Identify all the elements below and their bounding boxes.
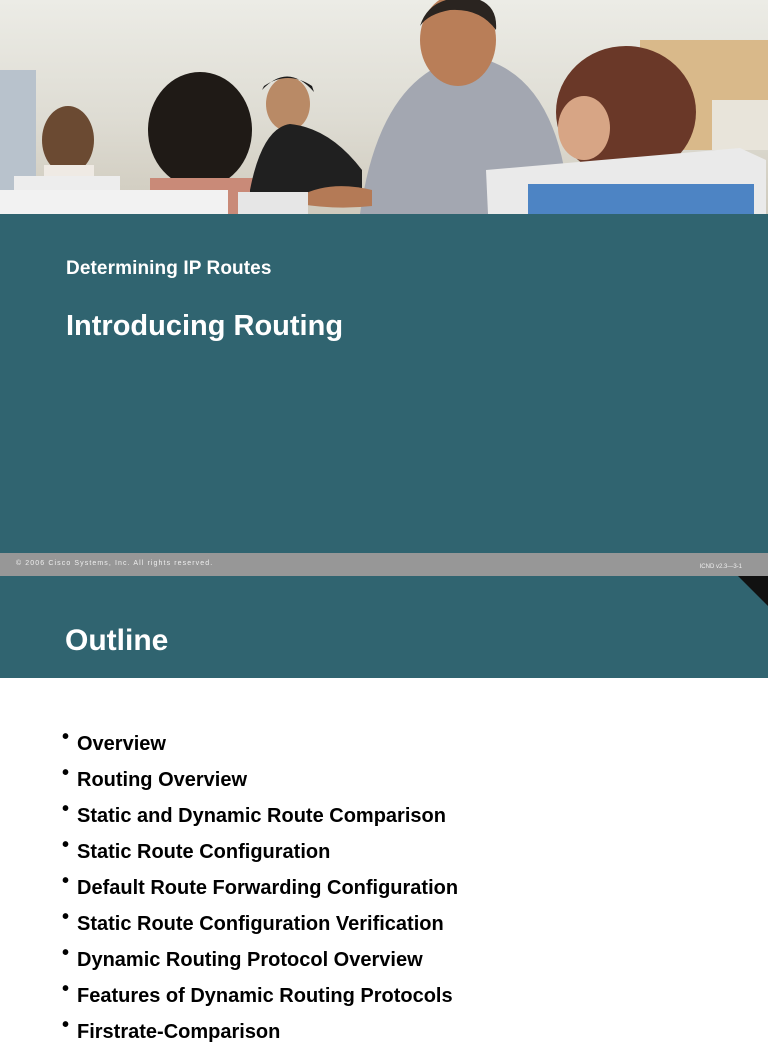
bullet-icon: • (62, 906, 70, 928)
slide-code: ICND v2.3—3-1 (699, 564, 742, 570)
list-item-label: Features of Dynamic Routing Protocols (77, 985, 453, 1007)
list-item-label: Static Route Configuration (77, 841, 331, 863)
bullet-icon: • (62, 762, 70, 784)
bullet-icon: • (62, 978, 70, 1000)
list-item-label: Dynamic Routing Protocol Overview (77, 949, 423, 971)
list-item-label: Static and Dynamic Route Comparison (77, 805, 446, 827)
bullet-icon: • (62, 726, 70, 748)
slide-title: Introducing Routing (66, 310, 344, 342)
person-man-front-head (148, 72, 252, 188)
copyright-notice: © 2006 Cisco Systems, Inc. All rights reserved. (16, 560, 214, 567)
slide-subtitle: Determining IP Routes (66, 258, 272, 279)
list-item-label: Static Route Configuration Verification (77, 913, 444, 935)
classroom-photo-illustration (0, 0, 768, 214)
monitor-right-screen (528, 184, 754, 214)
bullet-icon: • (62, 834, 70, 856)
monitor-center (238, 192, 308, 214)
monitor-front-left (0, 190, 228, 214)
outline-title: Outline (65, 624, 169, 657)
person-woman-back (42, 106, 94, 174)
wall-paper (712, 100, 768, 150)
bullet-icon: • (62, 870, 70, 892)
corner-triangle-icon (738, 576, 768, 606)
list-item-label: Firstrate-Comparison (77, 1021, 281, 1043)
outline-slide (0, 576, 768, 1043)
list-item-label: Routing Overview (77, 769, 248, 791)
list-item-label: Default Route Forwarding Configuration (77, 877, 459, 899)
wall-poster-left (0, 70, 36, 190)
outline-header-band (0, 576, 768, 678)
person-woman-right-face (558, 96, 610, 160)
person-man-black-face (266, 77, 310, 131)
bullet-icon: • (62, 798, 70, 820)
bullet-icon: • (62, 942, 70, 964)
bullet-icon: • (62, 1014, 70, 1036)
classroom-photo (0, 0, 768, 214)
list-item-label: Overview (77, 733, 166, 755)
